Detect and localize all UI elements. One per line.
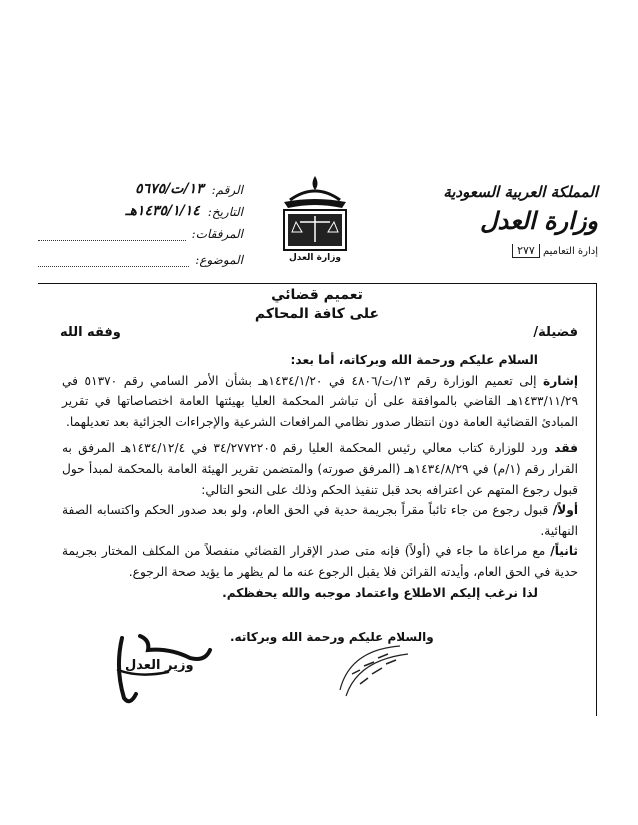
- paragraph-1-text: إلى تعميم الوزارة رقم ١٣/ت/٤٨٠٦ في ١٤٣٤/١/٢٠هـ بشأن الأمر السامي رقم ٥١٣٧٠ في ١٤٣٣/١١/٢٩هـ القاضي بالموافقة على أن تباشر المحكمة العليا بهيئتها العامة اختصاصاتها في تقرير المبادئ القضائية العامة دون انتظار صدور نظامي المرافعات الشرعية والإجراءات الجزائية بعد تعديلهما.: [62, 373, 578, 429]
- item-second-text: مع مراعاة ما جاء في (أولاً) فإنه متى صدر الإقرار القضائي منفصلاً من المكلف المختار بجريمة حدية في الحق العام، وأيدته القرائن فلا يقبل الرجوع عنه ما لم يظهر ما يؤيد صحة الرجوع.: [62, 544, 578, 579]
- salutation: [60, 325, 578, 340]
- department-line: [428, 244, 598, 257]
- attachments-label: المرفقات:: [191, 227, 243, 241]
- paragraph-2: [62, 438, 578, 500]
- subject-line: [38, 254, 189, 267]
- item-first-text: قبول رجوع من جاء تائباً مقراً بجريمة حدية في الحق العام، ولو بعد صدور الحكم واكتسابه الصفة النهائية.: [62, 503, 578, 538]
- department-label: إدارة التعاميم: [543, 246, 598, 257]
- circular-title: [38, 286, 596, 324]
- paragraph-1-lead: إشارة: [543, 373, 578, 388]
- ministry-emblem-icon: [270, 172, 360, 262]
- attachments-row: [38, 219, 243, 241]
- number-row: [38, 175, 243, 197]
- minister-title: وزير العدل: [125, 658, 194, 673]
- paragraph-2-lead: فقد: [554, 441, 579, 456]
- title-line-1: تعميم قضائي: [271, 287, 363, 303]
- kingdom-name: المملكة العربية السعودية: [443, 183, 598, 201]
- attachments-line: [38, 228, 186, 241]
- date-label: التاريخ:: [207, 205, 243, 219]
- ministry-name: وزارة العدل: [480, 206, 598, 235]
- item-second: [62, 541, 578, 582]
- official-stamp: [330, 640, 420, 700]
- greeting: السلام عليكم ورحمة الله وبركاته، أما بعد:: [290, 353, 538, 367]
- number-value: ١٣/ت/٥٦٧٥: [135, 181, 204, 197]
- date-value: ١٤٣٥/١/١٤هـ: [125, 203, 200, 219]
- closing-request: لذا نرغب إليكم الاطلاع واعتماد موجبه والله يحفظكم.: [222, 585, 538, 600]
- letter-body: [62, 350, 578, 603]
- paragraph-2-text: ورد للوزارة كتاب معالي رئيس المحكمة العليا رقم ٣٤/٢٧٧٢٢٠٥ في ١٤٣٤/١٢/٤هـ المرفق به القرار رقم (١/م) في ١٤٣٤/٨/٢٩هـ (المرفق صورته) والمتضمن تقرير الهيئة العامة بالمحكمة لمبدأ حول قبول رجوع المتهم عن اعترافه بحد قبل تنفيذ الحكم وذلك على النحو التالي:: [62, 441, 579, 497]
- letter-meta: [38, 175, 243, 267]
- addressee: فضيلة/: [533, 325, 578, 340]
- closing-salam: والسلام عليكم ورحمة الله وبركاته.: [230, 630, 434, 644]
- item-first: [62, 500, 578, 541]
- date-row: [38, 197, 243, 219]
- ministry-header: [428, 182, 598, 257]
- number-label: الرقم:: [211, 183, 243, 197]
- subject-row: [38, 245, 243, 267]
- emblem-caption: وزارة العدل: [288, 253, 342, 262]
- item-first-lead: أولاً/: [552, 503, 578, 518]
- subject-label: الموضوع:: [195, 253, 243, 267]
- blessing: وفقه الله: [60, 325, 121, 340]
- paragraph-1: [62, 371, 578, 433]
- item-second-lead: ثانياً/: [550, 544, 578, 559]
- department-number: ٢٧٧: [512, 244, 540, 258]
- title-line-2: على كافة المحاكم: [254, 306, 380, 322]
